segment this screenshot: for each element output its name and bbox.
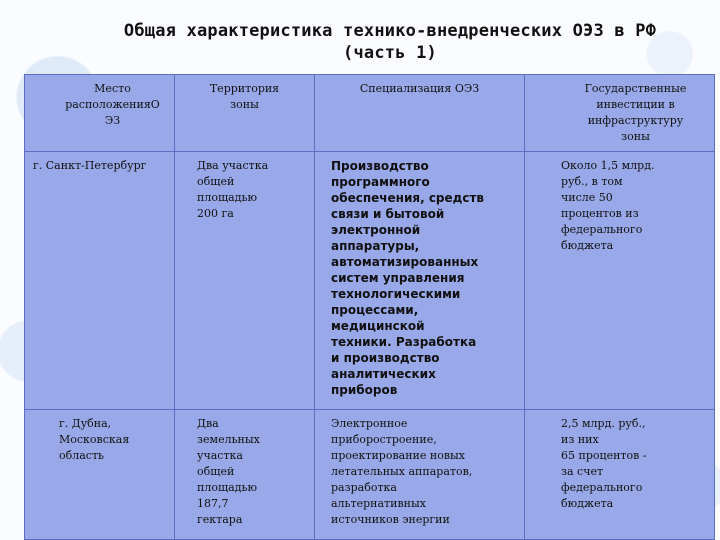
header-location: Место расположенияО ЭЗ (25, 75, 175, 152)
cell-location: г. Дубна, Московская область (25, 410, 175, 540)
slide-title: Общая характеристика технико-внедренческих ОЭЗ в РФ (часть 1) (123, 21, 657, 63)
cell-territory: Два земельных участка общей площадью 187,7 гектара (175, 410, 315, 540)
cell-specialization: Электронное приборостроение, проектирование новых летательных аппаратов, разработка альтернативных источников энергии (315, 410, 525, 540)
cell-location: г. Санкт-Петербург (25, 152, 175, 410)
sez-characteristics-table (24, 74, 715, 540)
header-territory: Территория зоны (175, 75, 315, 152)
header-investment: Государственные инвестиции в инфраструктуру зоны (525, 75, 715, 152)
header-specialization: Специализация ОЭЗ (315, 75, 525, 152)
cell-territory: Два участка общей площадью 200 га (175, 152, 315, 410)
table-header-row (25, 75, 715, 152)
cell-specialization: Производство программного обеспечения, средств связи и бытовой электронной аппаратуры, автоматизированных систем управления технологическими процессами, медицинской техники. Разработка и производство аналитических приборов (315, 152, 525, 410)
cell-investment: 2,5 млрд. руб., из них 65 процентов - за счет федерального бюджета (525, 410, 715, 540)
table-row (25, 152, 715, 410)
table-row (25, 410, 715, 540)
cell-investment: Около 1,5 млрд. руб., в том числе 50 процентов из федерального бюджета (525, 152, 715, 410)
